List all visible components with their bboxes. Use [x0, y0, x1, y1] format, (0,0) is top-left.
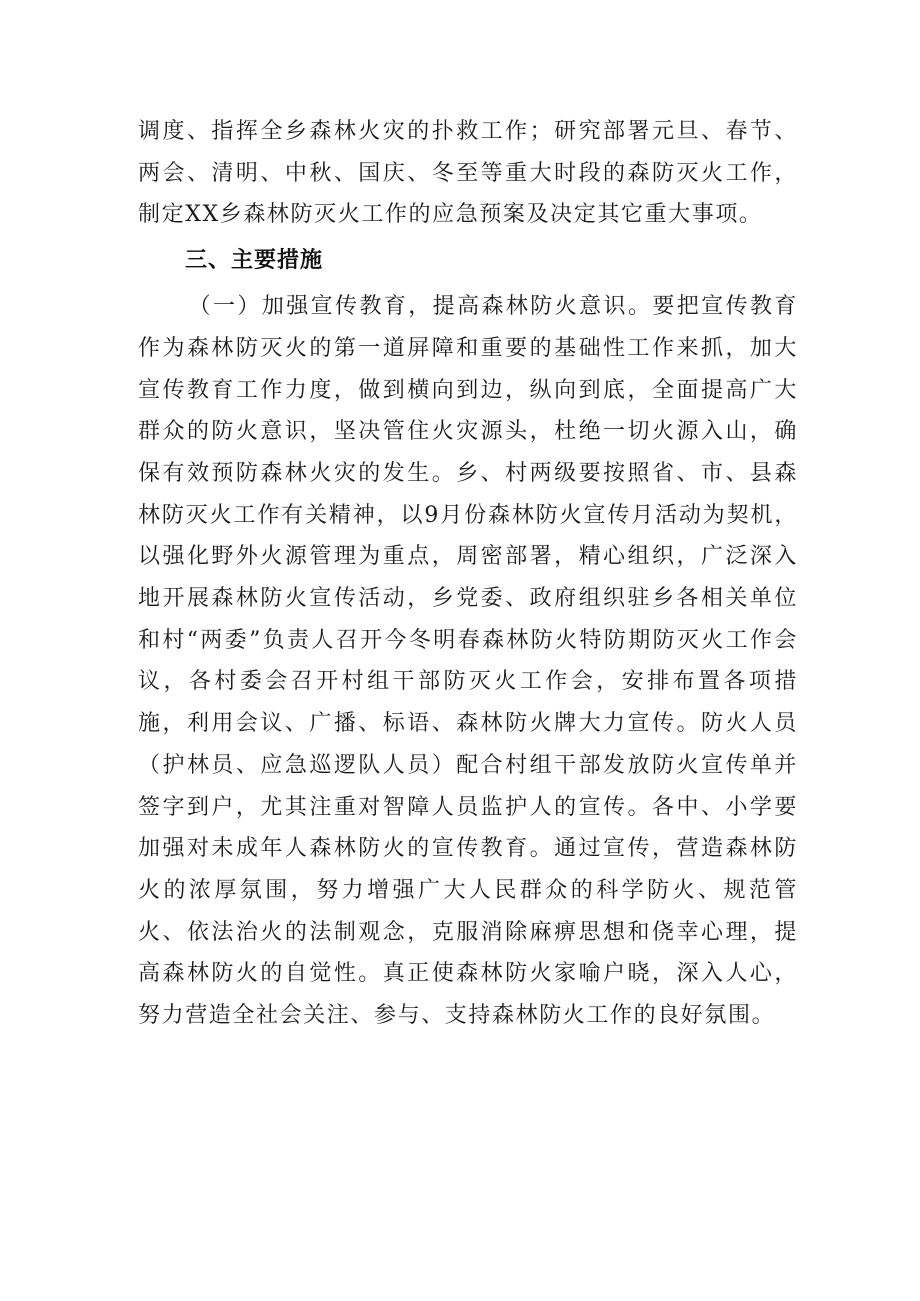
section-heading-main-measures: 三、主要措施 — [185, 248, 324, 274]
paragraph-emergency-duties: 调度、指挥全乡森林火灾的扑救工作；研究部署元旦、春节、两会、清明、中秋、国庆、冬至等重大时段的森防灭火工作，制定XX乡森林防灭火工作的应急预案及决定其它重大事项。 — [138, 119, 798, 228]
paragraph-publicity-education: （一）加强宣传教育，提高森林防火意识。要把宣传教育作为森林防灭火的第一道屏障和重要的基础性工作来抓，加大宣传教育工作力度，做到横向到边，纵向到底，全面提高广大群众的防火意识，坚决管住火灾源头，杜绝一切火源入山，确保有效预防森林火灾的发生。乡、村两级要按照省、市、县森林防灭火工作有关精神，以9月份森林防火宣传月活动为契机，以强化野外火源管理为重点，周密部署，精心组织，广泛深入地开展森林防火宣传活动，乡党委、政府组织驻乡各相关单位和村“两委”负责人召开今冬明春森林防火特防期防灭火工作会议，各村委会召开村组干部防灭火工作会，安排布置各项措施，利用会议、广播、标语、森林防火牌大力宣传。防火人员（护林员、应急巡逻队人员）配合村组干部发放防火宣传单并签字到户，尤其注重对智障人员监护人的宣传。各中、小学要加强对未成年人森林防火的宣传教育。通过宣传，营造森林防火的浓厚氛围，努力增强广大人民群众的科学防火、规范管火、依法治火的法制观念，克服消除麻痹思想和侥幸心理，提高森林防火的自觉性。真正使森林防火家喻户晓，深入人心，努力营造全社会关注、参与、支持森林防火工作的良好氛围。 — [138, 294, 798, 1029]
document-body — [138, 111, 798, 1037]
